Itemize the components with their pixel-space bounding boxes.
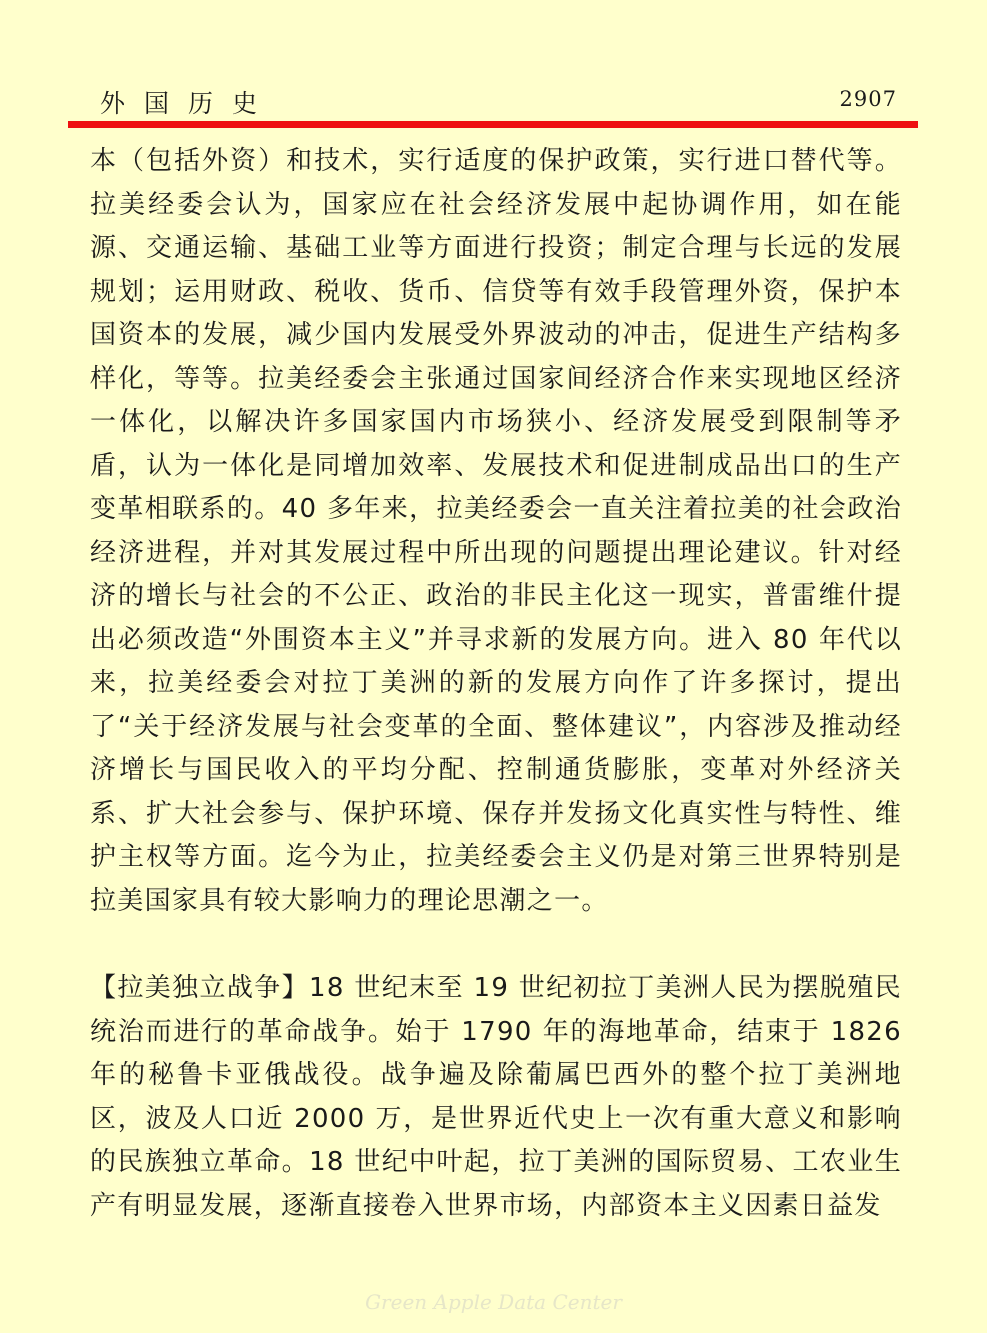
paragraph-ecla-theory: 本（包括外资）和技术，实行适度的保护政策，实行进口替代等。拉美经委会认为，国家应在社会经济发展中起协调作用，如在能源、交通运输、基础工业等方面进行投资；制定合理与长远的发展规划；运用财政、税收、货币、信贷等有效手段管理外资，保护本国资本的发展，减少国内发展受外界波动的冲击，促进生产结构多样化，等等。拉美经委会主张通过国家间经济合作来实现地区经济一体化，以解决许多国家国内市场狭小、经济发展受到限制等矛盾，认为一体化是同增加效率、发展技术和促进制成品出口的生产变革相联系的。40 多年来，拉美经委会一直关注着拉美的社会政治经济进程，并对其发展过程中所出现的问题提出理论建议。针对经济的增长与社会的不公正、政治的非民主化这一现实，普雷维什提出必须改造“外围资本主义”并寻求新的发展方向。进入 80 年代以来，拉美经委会对拉丁美洲的新的发展方向作了许多探讨，提出了“关于经济发展与社会变革的全面、整体建议”，内容涉及推动经济增长与国民收入的平均分配、控制通货膨胀，变革对外经济关系、扩大社会参与、保护环境、保存并发扬文化真实性与特性、维护主权等方面。迄今为止，拉美经委会主义仍是对第三世界特别是拉美国家具有较大影响力的理论思潮之一。: [90, 146, 902, 916]
running-title: 外国历史: [100, 89, 277, 118]
watermark: Green Apple Data Center: [365, 1290, 622, 1314]
page-number: 2907: [839, 87, 897, 111]
paragraph-latin-american-independence: 【拉美独立战争】18 世纪末至 19 世纪初拉丁美洲人民为摆脱殖民统治而进行的革命战争。始于 1790 年的海地革命，结束于 1826 年的秘鲁卡亚俄战役。战争遍及除葡属巴西外的整个拉丁美洲地区，波及人口近 2000 万，是世界近代史上一次有重大意义和影响的民族独立革命。18 世纪中叶起，拉丁美洲的国际贸易、工农业生产有明显发展，逐渐直接卷入世界市场，内部资本主义因素日益发: [90, 973, 902, 1221]
page-body: [90, 140, 902, 1228]
running-header: [90, 84, 897, 118]
header-divider: [68, 121, 918, 128]
